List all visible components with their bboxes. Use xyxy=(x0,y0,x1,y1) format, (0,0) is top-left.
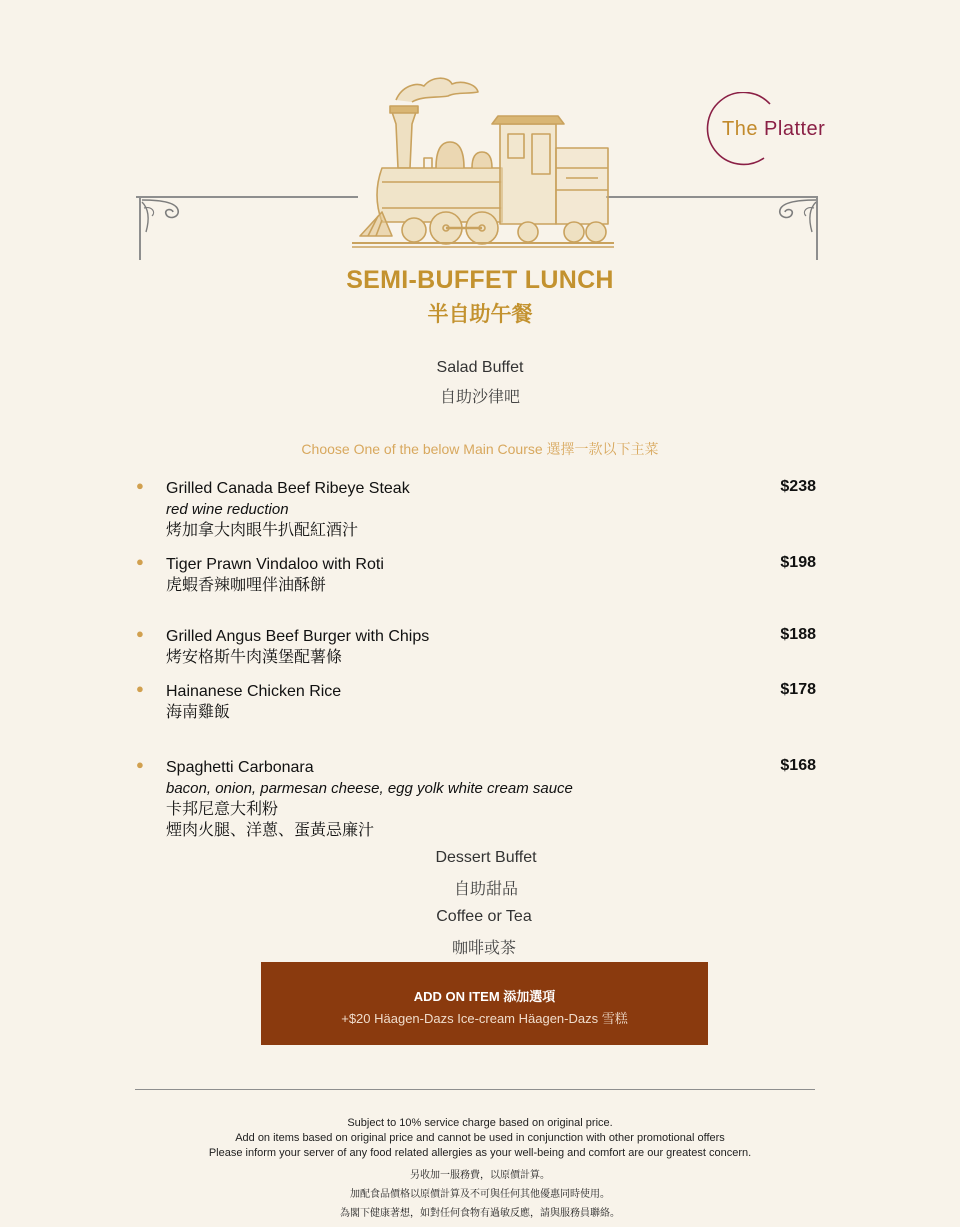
menu-item-price: $198 xyxy=(780,554,816,571)
menu-item-price: $168 xyxy=(780,757,816,774)
coffee-tea-label: Coffee or Tea xyxy=(436,908,532,925)
restaurant-logo xyxy=(700,90,826,170)
add-on-box xyxy=(261,962,708,1045)
menu-item-name-zh: 海南雞飯 xyxy=(166,704,231,721)
bullet-icon: ● xyxy=(136,757,144,772)
footer-service-charge-zh: 另收加一服務費，以原價計算。 xyxy=(410,1170,550,1181)
page-title-zh: 半自助午餐 xyxy=(427,303,533,326)
add-on-text xyxy=(261,1008,708,1027)
menu-item-name: Hainanese Chicken Rice xyxy=(166,683,342,700)
menu-item-name-zh: 烤加拿大肉眼牛扒配紅酒汁 xyxy=(166,522,359,539)
menu-item-name-zh: 虎蝦香辣咖哩伴油酥餅 xyxy=(166,577,327,594)
footer-allergy-note: Please inform your server of any food related allergies as your well-being and comfort are our greatest concern. xyxy=(208,1147,752,1159)
menu-item-price: $188 xyxy=(780,626,816,643)
add-on-text-zh: 雪糕 xyxy=(601,1011,628,1026)
logo-wordmark xyxy=(722,118,825,141)
locomotive-illustration-icon xyxy=(352,72,614,250)
logo-platter: Platter xyxy=(764,118,826,140)
menu-item-name: Grilled Angus Beef Burger with Chips xyxy=(166,628,430,645)
menu-item-name-zh: 烤安格斯牛肉漢堡配薯條 xyxy=(166,649,343,666)
footer-add-on-terms-zh: 加配食品價格以原價計算及不可與任何其他優惠同時使用。 xyxy=(350,1189,610,1200)
page-title: SEMI-BUFFET LUNCH xyxy=(346,266,614,294)
logo-the: The xyxy=(722,118,758,140)
menu-item-description-zh: 煙肉火腿、洋蔥、蛋黃忌廉汁 xyxy=(166,822,375,839)
scroll-ornament-left-icon xyxy=(140,198,186,238)
add-on-title-en: ADD ON ITEM xyxy=(413,989,500,1004)
menu-item-price: $238 xyxy=(780,478,816,495)
menu-item-name: Spaghetti Carbonara xyxy=(166,759,314,776)
footer-allergy-note-zh: 為閣下健康著想，如對任何食物有過敏反應，請與服務員聯絡。 xyxy=(340,1208,620,1219)
footer-add-on-terms: Add on items based on original price and cannot be used in conjunction with other promotional offers xyxy=(235,1132,725,1144)
coffee-tea-label-zh: 咖啡或茶 xyxy=(451,940,516,957)
add-on-title-zh: 添加選項 xyxy=(503,989,556,1004)
add-on-text-en: +$20 Häagen-Dazs Ice-cream Häagen-Dazs xyxy=(341,1011,599,1026)
dessert-buffet-label: Dessert Buffet xyxy=(435,849,537,866)
footer-service-charge: Subject to 10% service charge based on original price. xyxy=(347,1117,613,1129)
add-on-title xyxy=(261,986,708,1005)
menu-item-description: bacon, onion, parmesan cheese, egg yolk white cream sauce xyxy=(166,780,573,797)
bullet-icon: ● xyxy=(136,681,144,696)
salad-buffet-label-zh: 自助沙律吧 xyxy=(439,389,520,406)
scroll-ornament-right-icon xyxy=(772,198,818,238)
bullet-icon: ● xyxy=(136,478,144,493)
menu-item-description: red wine reduction xyxy=(166,501,289,518)
choose-main-course-note: Choose One of the below Main Course 選擇一款以下主菜 xyxy=(301,441,659,457)
bullet-icon: ● xyxy=(136,554,144,569)
dessert-buffet-label-zh: 自助甜品 xyxy=(453,881,518,898)
menu-item-name: Grilled Canada Beef Ribeye Steak xyxy=(166,480,410,497)
salad-buffet-label: Salad Buffet xyxy=(436,359,524,376)
menu-item-price: $178 xyxy=(780,681,816,698)
menu-item-name: Tiger Prawn Vindaloo with Roti xyxy=(166,556,384,573)
bullet-icon: ● xyxy=(136,626,144,641)
footer-divider xyxy=(135,1089,815,1090)
menu-item-name-zh: 卡邦尼意大利粉 xyxy=(166,801,279,818)
